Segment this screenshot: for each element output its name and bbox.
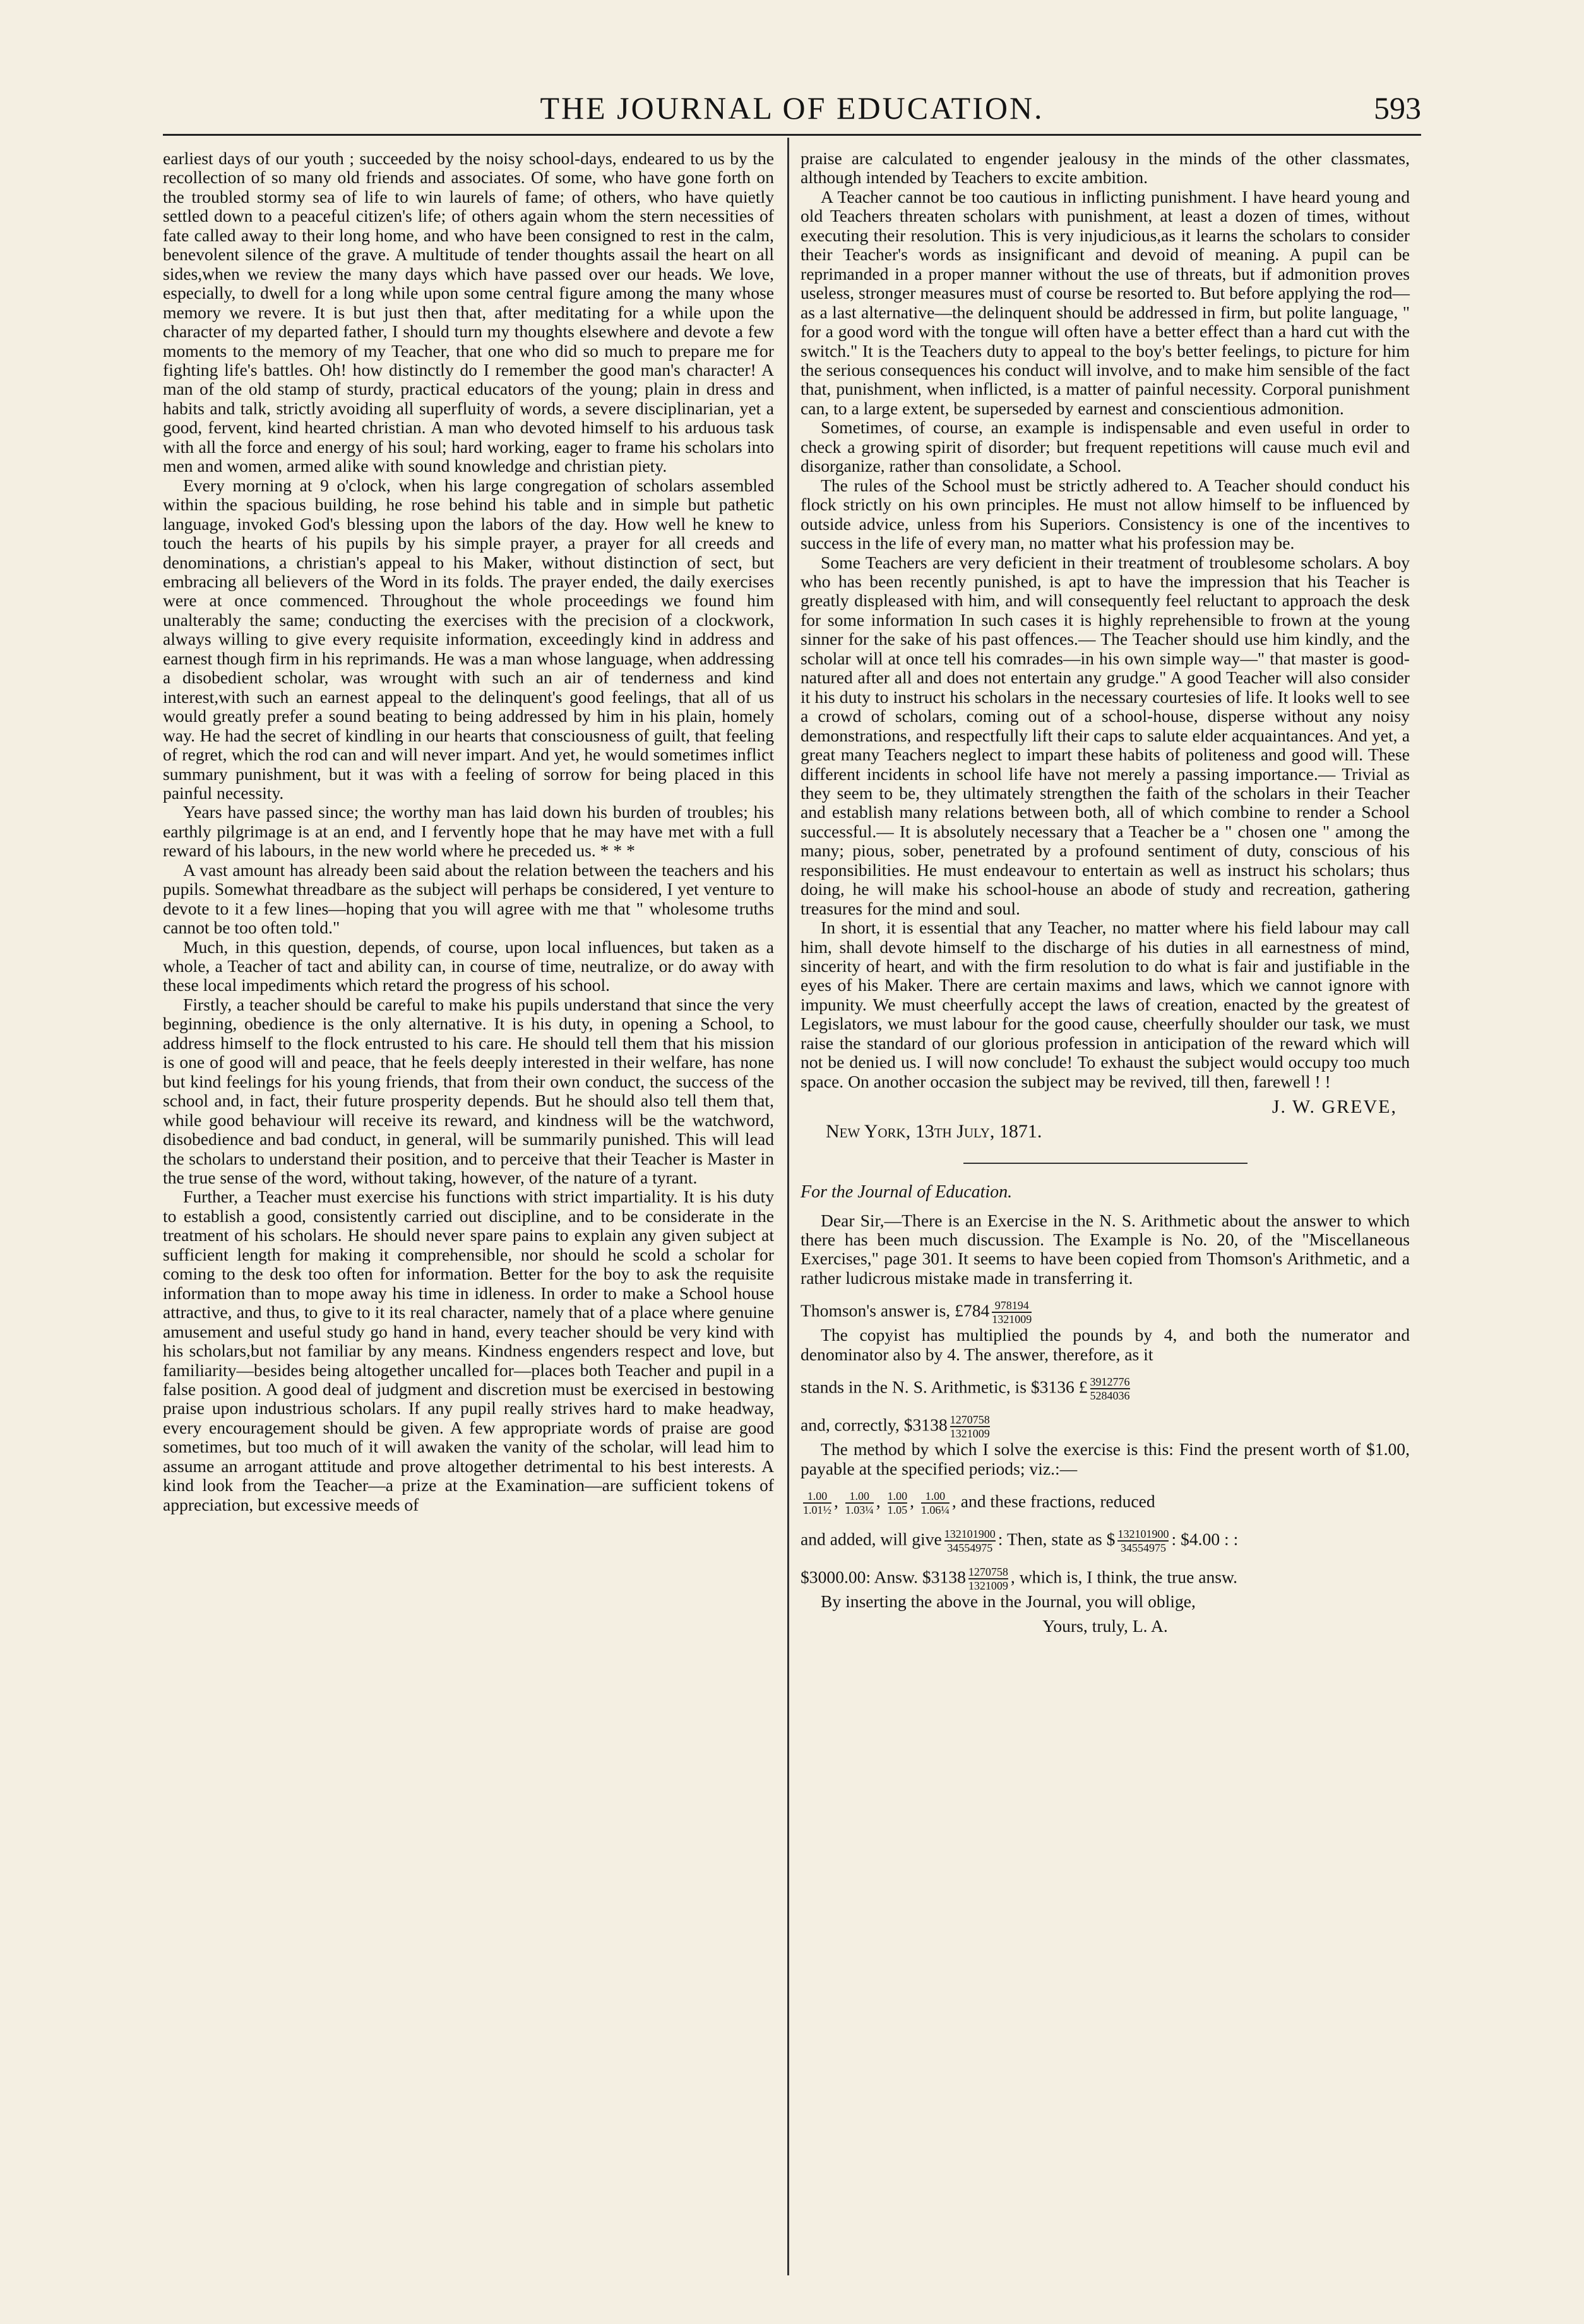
- article-paragraph: A vast amount has already been said about the relation between the teachers and his pupils. Somewhat threadbare as the subject will perhaps be considered, I yet venture to devote to it a few lines—hoping that you will agree with me that " wholesome truths cannot be too often told.": [163, 860, 774, 938]
- fraction-numerator: 1270758: [950, 1413, 990, 1427]
- fraction-numerator: 3912776: [1090, 1375, 1130, 1389]
- state-suffix: : $4.00 : :: [1171, 1529, 1239, 1549]
- fraction-numerator: 1.00: [925, 1490, 946, 1503]
- header-rule: [163, 134, 1421, 136]
- thomson-answer-text: Thomson's answer is, £784: [801, 1300, 990, 1321]
- article-paragraph: Firstly, a teacher should be careful to make his pupils understand that since the very beginning, obedience is the only alternative. It is his duty, in opening a School, to address himself to the flock entrusted to his care. He should tell them that his mission is one of good will and peace, that he feels deeply interested in their welfare, has none but kind feelings for his young friends, that from their own conduct, the success of the school and, in fact, their future prosperity depends. But he should also tell them that, while good behaviour will receive its reward, and kindness will be the watchword, disobedience and bad conduct, in general, will be summarily punished. This will lead the scholars to understand their position, and to perceive that their Teacher is Master in the true sense of the word, without taking, however, of the nature of a tyrant.: [163, 994, 774, 1188]
- fraction-denominator: 1321009: [992, 1313, 1032, 1326]
- page-header: [163, 90, 1421, 134]
- fraction: [845, 1490, 874, 1516]
- method-paragraph: The method by which I solve the exercise is this: Find the present worth of $1.00, payable at the specified periods; viz.:—: [801, 1439, 1410, 1478]
- article-paragraph: In short, it is essential that any Teacher, no matter where his field labour may call him, shall devote himself to the discharge of his duties in all earnestness of mind, sincerity of heart, and with the firm resolution to do what is fair and justifiable in the eyes of his Maker. There are certain maxims and laws, which we cannot ignore with impunity. We must cheerfully accept the laws of creation, enacted by the greatest of Legislators, we must labour for the good cause, cheerfully shoulder our task, we must raise the standard of our glorious profession in anticipation of the reward which will not be denied us. I will now conclude! To exhaust the subject would occupy too much space. On another occasion the subject may be revived, till then, farewell ! !: [801, 918, 1410, 1091]
- article-paragraph: Much, in this question, depends, of course, upon local influences, but taken as a whole, a Teacher of tact and ability can, in course of time, neutralize, or do away with these local impediments which retard the progress of his school.: [163, 937, 774, 995]
- fraction-numerator: 1.00: [887, 1490, 908, 1503]
- fraction: [950, 1413, 990, 1440]
- fraction-numerator: 1.00: [807, 1490, 828, 1503]
- page-number: 593: [1374, 90, 1421, 126]
- article-paragraph: Years have passed since; the worthy man has laid down his burden of troubles; his earthly pilgrimage is at an end, and I fervently hope that he may have met with a full reward of his labours, in the new world where he preceded us. * * *: [163, 802, 774, 861]
- article-paragraph: earliest days of our youth ; succeeded by the noisy school-days, endeared to us by the recollection of so many old friends and associates. Of some, who have gone forth on the troubled stormy sea of life to win laurels of fame; of others, who have quietly settled down to a peaceful citizen's life; of others again whom the stern necessities of fate called away to their long home, and who have been consigned to rest in the calm, benevolent silence of the grave. A multitude of tender thoughts assail the heart on all sides,when we review the many days which have passed over our heads. We love, especially, to dwell for a long while upon some central figure among the many whose memory we revere. It is but just then that, after meditating for a while upon the character of my departed father, I should turn my thoughts elsewhere and devote a few moments to the memory of my Teacher, that one who did so much to prepare me for fighting life's battles. Oh! how distinctly do I remember the good man's character! A man of the old stamp of sturdy, practical educators of the young; plain in dress and habits and talk, strictly avoiding all superfluity of words, a severe disciplinarian, yet a good, fervent, kind hearted christian. A man who devoted himself to his arduous task with all the force and energy of his soul; hard working, eager to frame his scholars into men and women, armed alike with sound knowledge and christian piety.: [163, 148, 774, 476]
- letter-intro: Dear Sir,—There is an Exercise in the N. S. Arithmetic about the answer to which there has been much discussion. The Example is No. 20, of the "Miscellaneous Exercises," page 301. It seems to have been copied from Thomson's Arithmetic, and a rather ludicrous mistake made in transferring it.: [801, 1210, 1410, 1288]
- letter-signoff: Yours, truly, L. A.: [1042, 1615, 1168, 1636]
- final-answer: [801, 1566, 1410, 1592]
- closing-line: By inserting the above in the Journal, you will oblige,: [821, 1591, 1196, 1612]
- fraction-numerator: 132101900: [1117, 1528, 1169, 1541]
- fraction: [944, 1528, 996, 1554]
- answer-text: $3000.00: Answ. $3138: [801, 1567, 966, 1587]
- fraction: [1117, 1528, 1169, 1554]
- fraction-denominator: 1321009: [950, 1427, 990, 1441]
- article-paragraph: Every morning at 9 o'clock, when his large congregation of scholars assembled within the spacious building, he rose behind his table and in simple but pathetic language, invoked God's blessing upon the labors of the day. How well he knew to touch the hearts of his pupils by his simple prayer, a prayer for all creeds and denominations, a christian's appeal to his Maker, without distinction of sect, but embracing all believers of the Word in its folds. The prayer ended, the daily exercises were at once commenced. Throughout the whole proceedings we found him unalterably the same; conducting the exercises with the precision of a clockwork, always willing to give every requisite information, exceedingly kind in address and earnest though firm in his reprimands. He was a man whose language, when addressing a disobedient scholar, was wrought with such an air of tenderness and kind interest,with such an earnest appeal to the delinquent's good feelings, that all of us would greatly prefer a sound beating to being addressed by him in his plain, homely way. He had the secret of kindling in our hearts that consciousness of guilt, that feeling of regret, which the rod can and will never impart. And yet, he would sometimes inflict summary punishment, but it was with a feeling of sorrow for being placed in this painful necessity.: [163, 475, 774, 803]
- added-total: [801, 1528, 1410, 1554]
- fraction-denominator: 1.06¼: [920, 1504, 950, 1517]
- fraction: [803, 1490, 831, 1516]
- letter-dedication: For the Journal of Education.: [801, 1182, 1013, 1202]
- article-paragraph: Further, a Teacher must exercise his functions with strict impartiality. It is his duty to establish a good, consistently carried out discipline, and to be considerate in the treatment of his scholars. He should never spare pains to explain any given subject at sufficient length for making it comprehensible, nor should he scold a scholar for coming to the desk too often for information. Better for the boy to ask the requisite information than to mope away his time in idleness. In order to make a School house attractive, and thus, to give to it its real character, namely that of a place where genuine amusement and useful study go hand in hand, every teacher should be very kind with his scholars,but not familiar by any means. Kindness engenders respect and love, but familiarity—besides being altogether uncalled for—places both Teacher and pupil in a false position. A good deal of judgment and discretion must be exercised in bestowing praise upon industrious scholars. If any pupil really strives hard to make headway, every encouragement should be given. A few appropriate words of praise are good sometimes, but too much of it will awaken the vanity of the scholar, will lead him to assume an arrogant attitude and prove altogether detrimental to his best interests. A kind look from the Teacher—a prize at the Examination—are sufficient tokens of appreciation, but excessive meeds of: [163, 1187, 774, 1514]
- answer-suffix: , which is, I think, the true answ.: [1010, 1567, 1238, 1587]
- author-signature: J. W. GREVE,: [1271, 1096, 1397, 1118]
- journal-title: THE JOURNAL OF EDUCATION.: [540, 90, 1044, 126]
- fraction-denominator: 1.01½: [803, 1504, 831, 1517]
- arithmetic-answer-text: stands in the N. S. Arithmetic, is $3136 £: [801, 1377, 1088, 1397]
- fraction: [968, 1566, 1008, 1592]
- fraction-denominator: 5284036: [1090, 1389, 1130, 1403]
- present-worth-fractions: $\frac{1.00}{\text{1.01½}}$ , $\frac{1.00}{\text{1.03¼}}$ , $\frac{1.00}{1.05}$ , $\frac{1.00}{\text{1.06¼}}$ , and these fractions, reduced: [803, 1490, 1155, 1517]
- right-column: [801, 149, 1410, 1636]
- fraction-denominator: 34554975: [1117, 1540, 1169, 1554]
- fraction-denominator: 1.05: [887, 1504, 908, 1517]
- added-text: and added, will give: [801, 1529, 942, 1549]
- fraction-numerator: 978194: [994, 1299, 1029, 1312]
- fraction: [921, 1490, 950, 1516]
- copyist-paragraph: The copyist has multiplied the pounds by 4, and both the numerator and denominator also by 4. The answer, therefore, as it: [801, 1325, 1410, 1364]
- article-paragraph: Some Teachers are very deficient in their treatment of troublesome scholars. A boy who has been recently punished, is apt to have the impression that his Teacher is greatly displeased with him, and will consequently feel reluctant to approach the desk for some information In such cases it is highly reprehensible to frown at the young sinner for the sake of his past offences.— The Teacher should use him kindly, and the scholar will at once tell his comrades—in his own simple way—" that master is good-natured after all and does not entertain any grudge." A good Teacher will also consider it his duty to instruct his scholars in the necessary courtesies of life. It looks well to see a crowd of scholars, coming out of a school-house, disperse without any noisy demonstrations, and respectfully lift their caps to salute elder acquaintances. And yet, a great many Teachers neglect to impart these habits of politeness and good will. These different incidents in school life have not merely a passing importance.— Trivial as they seem to be, they ultimately strengthen the faith of the scholars in their Teacher and establish many relations between both, all of which combine to render a School successful.— It is absolutely necessary that a Teacher be a " chosen one " among the many; pious, sober, penetrated by a profound sentiment of duty, conscious of his responsibilities. He must endeavour to entertain as well as instruct his scholars; thus doing, he will make his school-house an abode of study and recreation, gathering treasures for the mind and soul.: [801, 552, 1410, 918]
- fractions-suffix: , and these fractions, reduced: [951, 1491, 1155, 1511]
- fraction-denominator: 1.03¼: [845, 1504, 874, 1517]
- fraction-numerator: 1270758: [968, 1566, 1008, 1579]
- fraction-denominator: 1321009: [968, 1579, 1008, 1593]
- thomson-answer: [801, 1299, 1410, 1326]
- section-divider: [963, 1163, 1248, 1164]
- article-paragraph: praise are calculated to engender jealousy in the minds of the other classmates, although intended by Teachers to excite ambition.: [801, 148, 1410, 188]
- place-date: New York, 13th July, 1871.: [826, 1120, 1042, 1142]
- fraction-numerator: 1.00: [849, 1490, 870, 1503]
- fraction: [992, 1299, 1032, 1326]
- fraction: [888, 1490, 908, 1516]
- left-column: [163, 149, 774, 1514]
- fraction-denominator: 34554975: [944, 1540, 996, 1554]
- arithmetic-answer: [801, 1375, 1410, 1402]
- article-paragraph: A Teacher cannot be too cautious in inflicting punishment. I have heard young and old Teachers threaten scholars with punishment, at least a dozen of times, without executing their resolution. This is very injudicious,as it learns the scholars to consider their Teacher's words as insignificant and devoid of meaning. A pupil can be reprimanded in a proper manner without the use of threats, but if admonition proves useless, stronger measures must of course be resorted to. But before applying the rod—as a last alternative—the delinquent should be addressed in firm, but polite language, " for a good word with the tongue will often have a better effect than a hard cut with the switch." It is the Teachers duty to appeal to the boy's better feelings, to picture for him the serious consequences his conduct will involve, and to make him sensible of the fact that, punishment, when inflicted, is a matter of painful necessity. Corporal punishment can, to a large extent, be superseded by earnest and conscientious admonition.: [801, 186, 1410, 418]
- column-divider: [787, 138, 789, 2275]
- correct-answer-text: and, correctly, $3138: [801, 1415, 948, 1435]
- state-text: : Then, state as $: [997, 1529, 1116, 1549]
- fraction: [1090, 1375, 1130, 1402]
- article-paragraph: The rules of the School must be strictly adhered to. A Teacher should conduct his flock strictly on his own principles. He must not allow himself to be influenced by outside advice, unless from his Superiors. Consistency is one of the incentives to success in the life of every man, no matter what his profession may be.: [801, 475, 1410, 553]
- fraction-numerator: 132101900: [944, 1528, 996, 1541]
- correct-answer: [801, 1413, 1410, 1440]
- article-paragraph: Sometimes, of course, an example is indispensable and even useful in order to check a growing spirit of disorder; but frequent repetitions will cause much evil and disorganize, rather than consolidate, a School.: [801, 417, 1410, 476]
